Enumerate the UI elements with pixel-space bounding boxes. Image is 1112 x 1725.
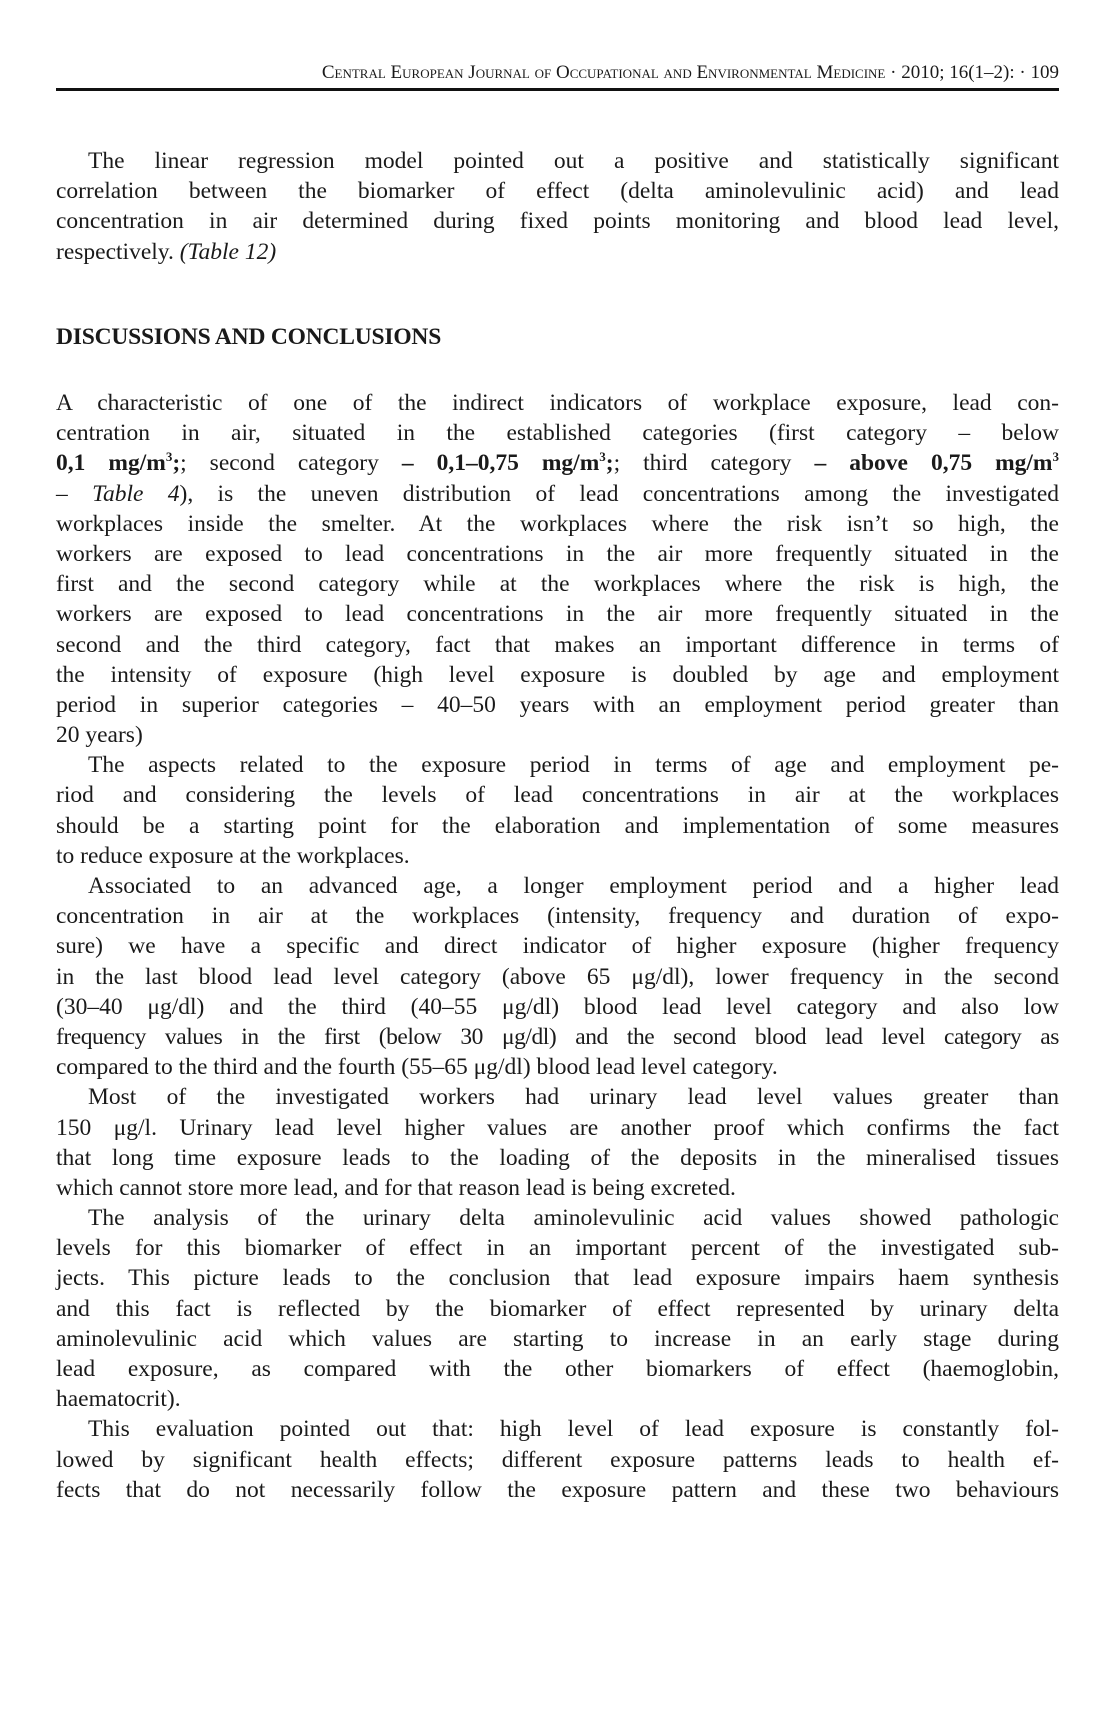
text-line: 150 μg/l. Urinary lead level higher values are another proof which confirms the fact — [56, 1114, 1059, 1141]
text-line: The analysis of the urinary delta aminolevulinic acid values showed pathologic — [88, 1205, 1059, 1232]
citation: 2010; 16(1–2): — [901, 62, 1015, 83]
text-fragment: – — [56, 480, 93, 507]
text-line: to reduce exposure at the workplaces. — [56, 842, 410, 869]
text-line: workplaces inside the smelter. At the workplaces where the risk isn’t so high, the — [56, 510, 1059, 537]
text-line: lowed by significant health effects; different exposure patterns leads to health ef- — [56, 1446, 1059, 1473]
table-reference: Table 4 — [92, 480, 180, 507]
text-line: Most of the investigated workers had urinary lead level values greater than — [88, 1084, 1059, 1111]
text-line: Associated to an advanced age, a longer employment period and a higher lead — [88, 873, 1059, 899]
text-line: riod and considering the levels of lead concentrations in air at the workplaces — [56, 782, 1059, 809]
text-line: first and the second category while at the workplaces where the risk is high, the — [56, 571, 1059, 598]
text-line: haematocrit). — [56, 1386, 181, 1413]
running-header — [322, 62, 1059, 84]
text-fragment: ), is the uneven distribution of lead concentrations among the investigated — [179, 480, 1060, 507]
page-number: 109 — [1030, 62, 1059, 83]
text-line: and this fact is reflected by the biomarker of effect represented by urinary delta — [56, 1295, 1059, 1322]
text-line: the intensity of exposure (high level exposure is doubled by age and employment — [56, 661, 1059, 688]
text-line: workers are exposed to lead concentrations in the air more frequently situated in the — [56, 601, 1059, 628]
superscript: 3 — [599, 449, 606, 465]
text-line: that long time exposure leads to the loading of the deposits in the mineralised tissues — [56, 1144, 1059, 1171]
text-fragment: ; second category — [180, 450, 402, 477]
section-heading: DISCUSSIONS AND CONCLUSIONS — [56, 324, 442, 350]
table-reference: (Table 12) — [179, 238, 277, 265]
superscript: 3 — [1052, 449, 1060, 465]
intro-paragraph — [56, 146, 1059, 267]
category-2-value: – 0,1–0,75 mg/m — [401, 450, 600, 477]
text-line — [56, 237, 1059, 267]
text-line: (30–40 μg/dl) and the third (40–55 μg/dl) blood lead level category and also low — [56, 993, 1059, 1020]
text-line: The aspects related to the exposure period in terms of age and employment pe- — [88, 752, 1059, 779]
text-line: sure) we have a specific and direct indicator of higher exposure (higher frequency — [56, 933, 1059, 960]
text-line: fects that do not necessarily follow the exposure pattern and these two behaviours — [56, 1476, 1059, 1503]
text-line: which cannot store more lead, and for that reason lead is being excreted. — [56, 1174, 736, 1201]
text-line: 20 years) — [56, 722, 143, 749]
text-line: period in superior categories – 40–50 years with an employment period greater than — [56, 691, 1059, 718]
text-line: lead exposure, as compared with the other biomarkers of effect (haemoglobin, — [56, 1356, 1059, 1382]
text-line: levels for this biomarker of effect in an important percent of the investigated sub- — [56, 1235, 1059, 1262]
discussion-body — [56, 388, 1059, 1505]
text-line: 0,1 $mg/m^3$;; second category – 0,1–0,75 $mg/m^3$;; third category – above 0,75 $mg/m^3$ — [56, 449, 1060, 477]
header-separator: · — [890, 62, 897, 83]
text-line: jects. This picture leads to the conclusion that lead exposure impairs haem synthesis — [56, 1265, 1059, 1292]
text-line: A characteristic of one of the indirect indicators of workplace exposure, lead con- — [56, 390, 1059, 416]
header-separator: · — [1019, 62, 1026, 83]
text-line: second and the third category, fact that makes an important difference in terms of — [56, 631, 1059, 658]
text-line: The linear regression model pointed out a positive and statistically significant — [88, 148, 1059, 174]
text-line: concentration in air at the workplaces (intensity, frequency and duration of expo- — [56, 903, 1059, 930]
text-fragment: ; third category — [613, 450, 815, 477]
text-line: frequency values in the first (below 30 μg/dl) and the second blood lead level category as — [56, 1023, 1059, 1050]
text-fragment: respectively. — [56, 238, 174, 265]
text-line: centration in air, situated in the established categories (first category – below — [56, 420, 1059, 447]
text-line — [56, 479, 1059, 509]
text-line: aminolevulinic acid which values are starting to increase in an early stage during — [56, 1325, 1059, 1352]
superscript: 3 — [165, 449, 173, 465]
category-3-value: – above 0,75 mg/m — [814, 450, 1053, 477]
text-line: correlation between the biomarker of effect (delta aminolevulinic acid) and lead — [56, 178, 1059, 205]
text-line: in the last blood lead level category (above 65 μg/dl), lower frequency in the second — [56, 963, 1059, 990]
text-line: compared to the third and the fourth (55–65 μg/dl) blood lead level category. — [56, 1054, 778, 1081]
text-line: concentration in air determined during fixed points monitoring and blood lead level, — [56, 208, 1059, 235]
text-line: should be a starting point for the elaboration and implementation of some measures — [56, 812, 1059, 839]
text-line: This evaluation pointed out that: high level of lead exposure is constantly fol- — [88, 1416, 1059, 1443]
text-line: workers are exposed to lead concentrations in the air more frequently situated in the — [56, 540, 1059, 567]
category-1-value: 0,1 mg/m — [56, 450, 166, 477]
header-rule — [56, 88, 1059, 91]
journal-title: Central European Journal of Occupational and Environmental Medicine — [321, 62, 886, 83]
